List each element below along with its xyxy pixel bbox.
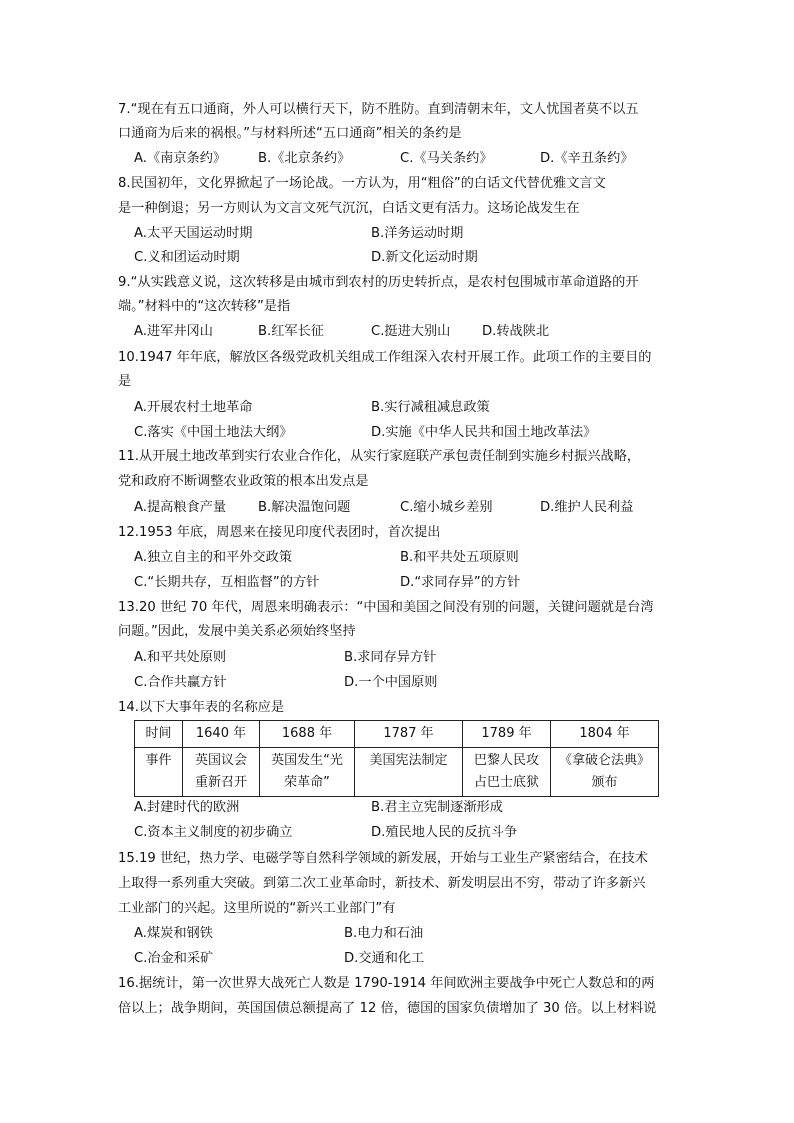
- q14-option-c: C.资本主义制度的初步确立: [134, 825, 293, 840]
- table-row-label: 事件: [135, 748, 183, 797]
- q11-option-a: A.提高粮食产量: [134, 500, 227, 515]
- table-header-cell: 时间: [135, 721, 183, 748]
- q13-stem-line2: 问题。”因此，发展中美关系必须始终坚持: [118, 624, 356, 639]
- table-header-cell: 1688 年: [260, 721, 355, 748]
- table-row: [135, 748, 659, 797]
- q15-option-b: B.电力和石油: [344, 926, 424, 941]
- q15-option-a: A.煤炭和钢铁: [134, 926, 213, 941]
- q15-stem-line1: 15.19 世纪，热力学、电磁学等自然科学领域的新发展，开始与工业生产紧密结合，在技术: [118, 851, 648, 866]
- q16-stem-line2: 倍以上；战争期间，英国国债总额提高了 12 倍，德国的国家负债增加了 30 倍。以上材料说: [118, 1001, 657, 1016]
- table-cell: [463, 748, 551, 797]
- q7-option-d: D.《辛丑条约》: [540, 151, 634, 166]
- q15-option-d: D.交通和化工: [344, 951, 425, 966]
- q7-option-b: B.《北京条约》: [258, 151, 351, 166]
- q8-option-b: B.洋务运动时期: [371, 226, 464, 241]
- table-cell-line: 英国议会: [194, 753, 247, 768]
- q9-stem-line2: 端。”材料中的“这次转移”是指: [118, 299, 291, 314]
- table-cell-line: 颁布: [591, 775, 618, 790]
- q12-option-b: B.和平共处五项原则: [400, 550, 519, 565]
- table-cell: [183, 748, 260, 797]
- q8-stem-line2: 是一种倒退；另一方则认为文言文死气沉沉，白话文更有活力。这场论战发生在: [118, 201, 580, 216]
- table-header-cell: 1787 年: [355, 721, 463, 748]
- q13-option-d: D.一个中国原则: [344, 675, 438, 690]
- q14-option-d: D.殖民地人民的反抗斗争: [371, 825, 518, 840]
- q13-option-c: C.合作共赢方针: [134, 675, 227, 690]
- q14-option-b: B.君主立宪制逐渐形成: [371, 800, 503, 815]
- q9-option-c: C.挺进大别山: [371, 324, 451, 339]
- q11-option-d: D.维护人民利益: [540, 500, 634, 515]
- q10-stem-line1: 10.1947 年年底，解放区各级党政机关组成工作组深入农村开展工作。此项工作的主要目的: [118, 350, 652, 365]
- q15-stem-line2: 上取得一系列重大突破。到第二次工业革命时，新技术、新发明层出不穷，带动了许多新兴: [118, 876, 646, 891]
- table-cell: [260, 748, 355, 797]
- q8-option-d: D.新文化运动时期: [371, 250, 478, 265]
- table-cell-line: 巴黎人民攻: [473, 753, 539, 768]
- q13-option-b: B.求同存异方针: [344, 650, 437, 665]
- q9-stem-line1: 9.“从实践意义说，这次转移是由城市到农村的历史转折点，是农村包围城市革命道路的开: [118, 275, 639, 290]
- q11-stem-line2: 党和政府不断调整农业政策的根本出发点是: [118, 474, 369, 489]
- q11-option-c: C.缩小城乡差别: [400, 500, 493, 515]
- q10-option-b: B.实行减租减息政策: [371, 400, 490, 415]
- table-header-cell: 1804 年: [551, 721, 659, 748]
- q11-stem-line1: 11.从开展土地改革到实行农业合作化，从实行家庭联产承包责任制到实施乡村振兴战略，: [118, 449, 641, 464]
- table-header-cell: 1640 年: [183, 721, 260, 748]
- q8-option-a: A.太平天国运动时期: [134, 226, 253, 241]
- q12-option-c: C.“长期共存，互相监督”的方针: [134, 575, 320, 590]
- q10-stem-line2: 是: [118, 374, 132, 389]
- table-cell: [551, 748, 659, 797]
- q13-option-a: A.和平共处原则: [134, 650, 227, 665]
- table-header-row: [135, 721, 659, 748]
- q8-stem-line1: 8.民国初年，文化界掀起了一场论战。一方认为，用“粗俗”的白话文代替优雅文言文: [118, 176, 606, 191]
- q12-stem-line1: 12.1953 年底，周恩来在接见印度代表团时，首次提出: [118, 525, 441, 540]
- table-cell-line: 占巴士底狱: [473, 775, 539, 790]
- q7-stem-line1: 7.“现在有五口通商，外人可以横行天下，防不胜防。直到清朝末年，文人忧国者莫不以五: [118, 102, 639, 117]
- table-cell-line: 《拿破仑法典》: [558, 753, 650, 768]
- q7-stem-line2: 口通商为后来的祸根。”与材料所述“五口通商”相关的条约是: [118, 126, 462, 141]
- q7-option-c: C.《马关条约》: [400, 151, 493, 166]
- q7-option-a: A.《南京条约》: [134, 151, 227, 166]
- table-cell-line: 重新召开: [194, 775, 247, 790]
- q10-option-d: D.实施《中华人民共和国土地改革法》: [371, 425, 597, 440]
- table-cell-line: 美国宪法制定: [369, 753, 448, 768]
- q12-option-d: D.“求同存异”的方针: [400, 575, 521, 590]
- table-cell-line: 荣革命”: [284, 775, 330, 790]
- q15-stem-line3: 工业部门的兴起。这里所说的“新兴工业部门”有: [118, 901, 396, 916]
- q10-option-c: C.落实《中国土地法大纲》: [134, 425, 293, 440]
- q9-option-d: D.转战陕北: [482, 324, 550, 339]
- q8-option-c: C.义和团运动时期: [134, 250, 240, 265]
- q11-option-b: B.解决温饱问题: [258, 500, 351, 515]
- chronology-table: [134, 720, 659, 797]
- q16-stem-line1: 16.据统计，第一次世界大战死亡人数是 1790-1914 年间欧洲主要战争中死亡人数总和的两: [118, 976, 655, 991]
- q9-option-a: A.进军井冈山: [134, 324, 213, 339]
- q13-stem-line1: 13.20 世纪 70 年代，周恩来明确表示：“中国和美国之间没有别的问题，关键问题就是台湾: [118, 600, 654, 615]
- q12-option-a: A.独立自主的和平外交政策: [134, 550, 293, 565]
- q15-option-c: C.冶金和采矿: [134, 951, 214, 966]
- table-cell-line: 英国发生“光: [271, 753, 343, 768]
- table-cell: [355, 748, 463, 797]
- table-header-cell: 1789 年: [463, 721, 551, 748]
- q14-stem-line1: 14.以下大事年表的名称应是: [118, 700, 285, 715]
- q9-option-b: B.红军长征: [258, 324, 324, 339]
- q10-option-a: A.开展农村土地革命: [134, 400, 253, 415]
- q14-option-a: A.封建时代的欧洲: [134, 800, 240, 815]
